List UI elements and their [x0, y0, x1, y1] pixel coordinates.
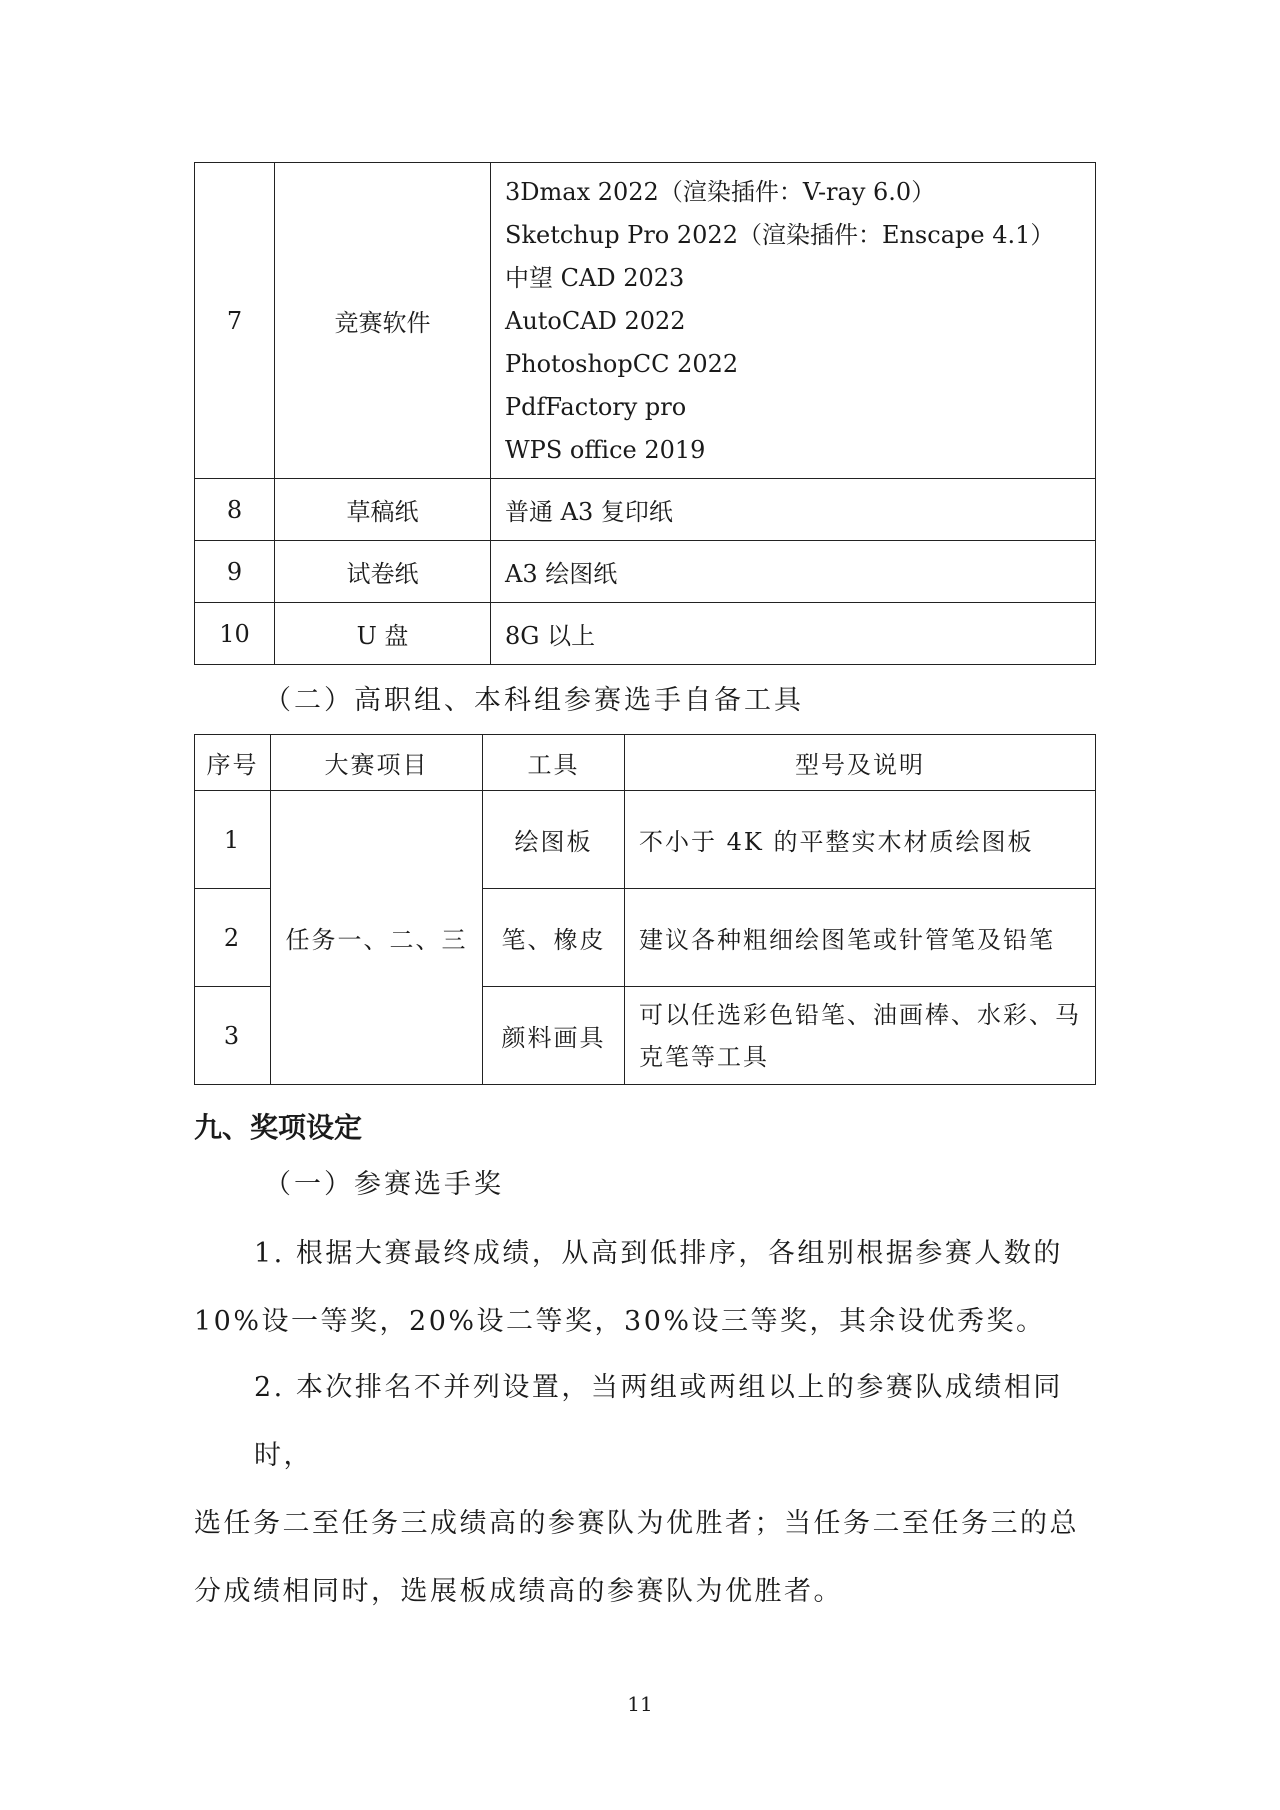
software-item: Sketchup Pro 2022（渲染插件：Enscape 4.1） — [505, 221, 1055, 249]
header-cell: 序号 — [195, 735, 271, 791]
self-prepared-tools-table — [194, 734, 1096, 1085]
page-number: 11 — [627, 1692, 653, 1716]
row-spec: 8G 以上 — [491, 603, 1096, 665]
row-item: 试卷纸 — [275, 541, 491, 603]
row-number: 7 — [195, 163, 275, 479]
software-item: WPS office 2019 — [505, 436, 706, 464]
section-title-award: （一）参赛选手奖 — [264, 1169, 504, 1200]
desc-cell: 可以任选彩色铅笔、油画棒、水彩、马克笔等工具 — [625, 987, 1096, 1085]
row-number: 10 — [195, 603, 275, 665]
project-cell: 任务一、二、三 — [271, 791, 483, 1085]
software-item: PhotoshopCC 2022 — [505, 350, 739, 378]
row-number: 9 — [195, 541, 275, 603]
paragraph-line: 2. 本次排名不并列设置，当两组或两组以上的参赛队成绩相同时， — [254, 1372, 1063, 1471]
row-item: 竞赛软件 — [275, 163, 491, 479]
paragraph-line: 选任务二至任务三成绩高的参赛队为优胜者；当任务二至任务三的总 — [194, 1508, 1079, 1539]
equipment-table — [194, 162, 1096, 665]
tool-cell: 颜料画具 — [483, 987, 625, 1085]
tool-cell: 绘图板 — [483, 791, 625, 889]
paragraph-line: 分成绩相同时，选展板成绩高的参赛队为优胜者。 — [194, 1576, 843, 1607]
table-header-row — [195, 735, 1096, 791]
desc-cell: 建议各种粗细绘图笔或针管笔及铅笔 — [625, 889, 1096, 987]
paragraph-tiebreak — [194, 1354, 1104, 1626]
row-item: U 盘 — [275, 603, 491, 665]
row-number: 2 — [195, 889, 271, 987]
paragraph-line: 1. 根据大赛最终成绩，从高到低排序，各组别根据参赛人数的 — [254, 1238, 1063, 1269]
section-heading-awards: 九、奖项设定 — [194, 1111, 363, 1144]
header-cell: 工具 — [483, 735, 625, 791]
row-spec: A3 绘图纸 — [491, 541, 1096, 603]
table-row — [195, 163, 1096, 479]
section-title-tools: （二）高职组、本科组参赛选手自备工具 — [264, 685, 804, 716]
software-item: 中望 CAD 2023 — [505, 264, 685, 292]
paragraph-ranking — [194, 1220, 1104, 1356]
row-number: 3 — [195, 987, 271, 1085]
table-row — [195, 603, 1096, 665]
software-item: PdfFactory pro — [505, 393, 687, 421]
desc-cell: 不小于 4K 的平整实木材质绘图板 — [625, 791, 1096, 889]
table-row — [195, 791, 1096, 889]
row-number: 1 — [195, 791, 271, 889]
row-spec: 普通 A3 复印纸 — [491, 479, 1096, 541]
header-cell: 型号及说明 — [625, 735, 1096, 791]
row-number: 8 — [195, 479, 275, 541]
software-list — [491, 163, 1096, 479]
row-item: 草稿纸 — [275, 479, 491, 541]
software-item: AutoCAD 2022 — [505, 307, 686, 335]
table-row — [195, 479, 1096, 541]
tool-cell: 笔、橡皮 — [483, 889, 625, 987]
header-cell: 大赛项目 — [271, 735, 483, 791]
paragraph-line: 10%设一等奖，20%设二等奖，30%设三等奖，其余设优秀奖。 — [194, 1306, 1046, 1337]
software-item: 3Dmax 2022（渲染插件：V-ray 6.0） — [505, 178, 936, 206]
table-row — [195, 541, 1096, 603]
